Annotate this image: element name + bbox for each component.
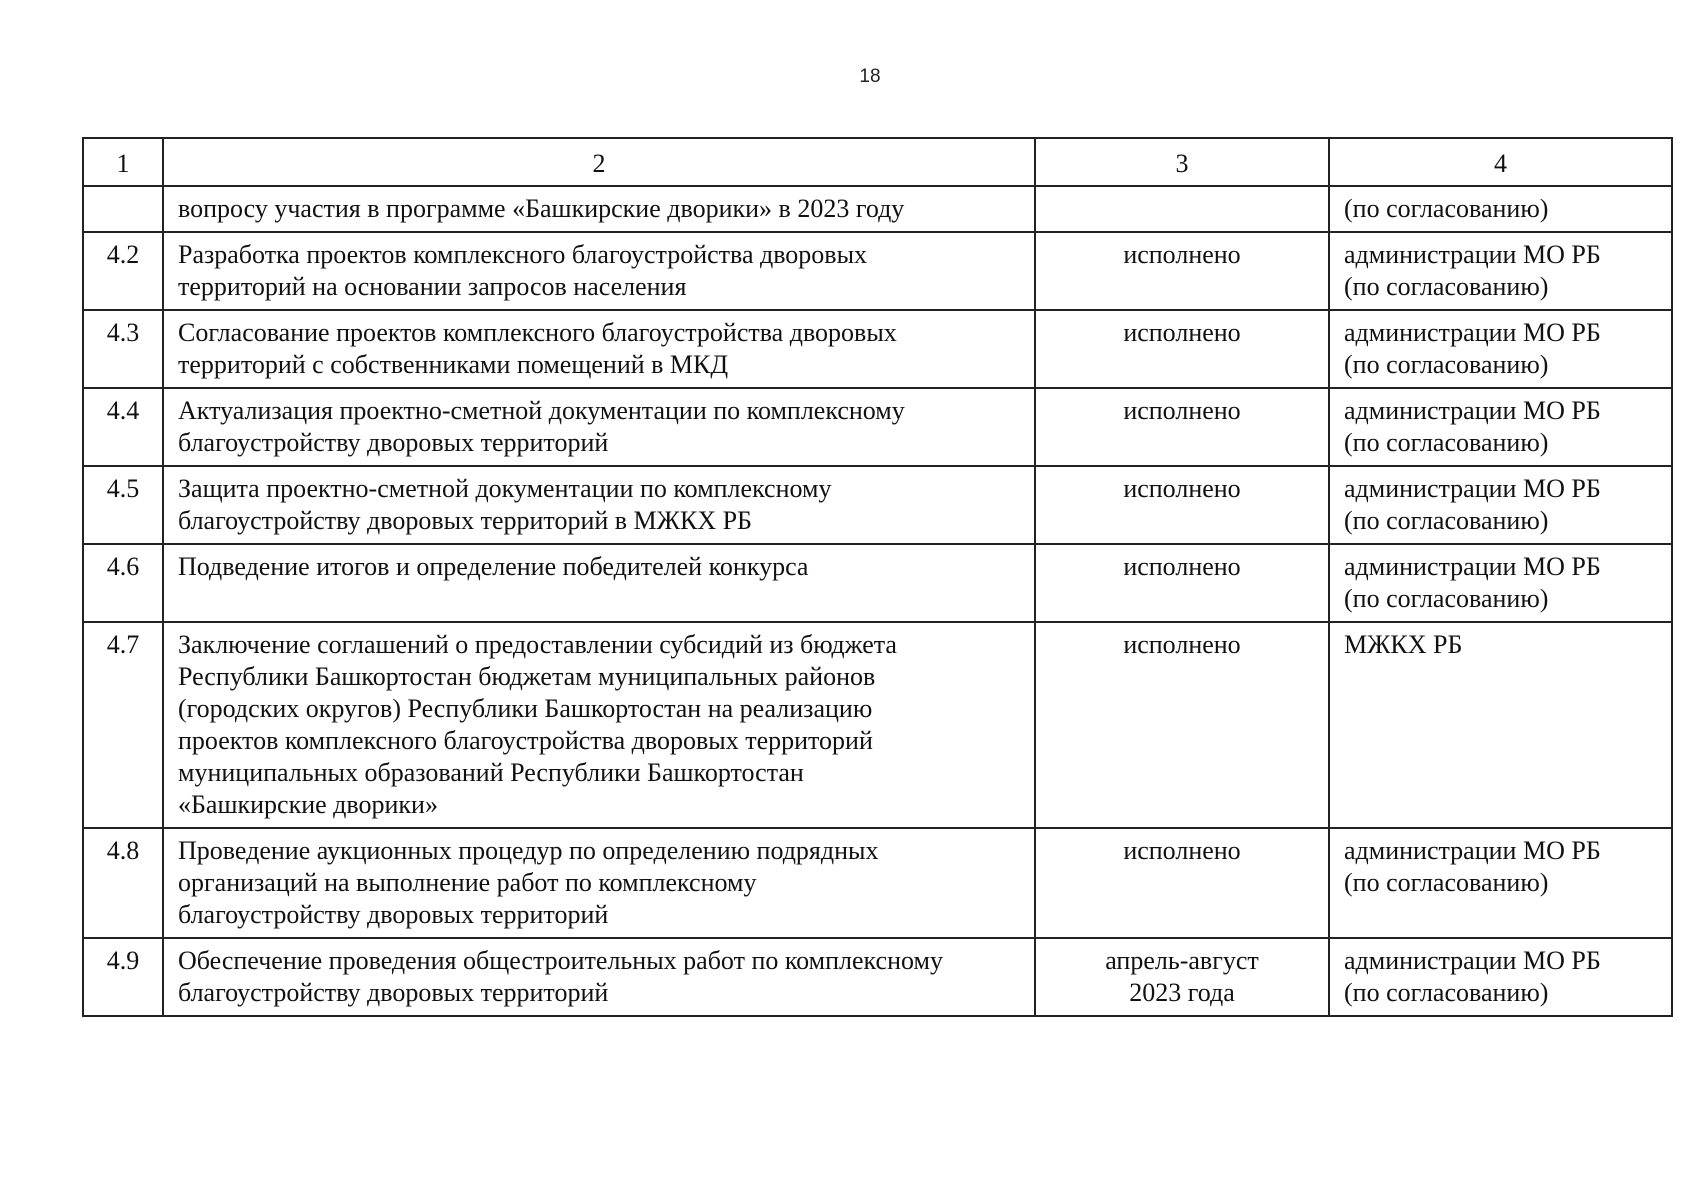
activity-description-line: Разработка проектов комплексного благоустройства дворовых: [178, 240, 868, 269]
responsible-party: [1329, 466, 1672, 544]
table-row: [83, 186, 1672, 232]
activity-description-line: благоустройству дворовых территорий: [178, 978, 609, 1007]
activity-description-line: Проведение аукционных процедур по определению подрядных: [178, 836, 879, 865]
row-number: [83, 186, 163, 232]
execution-status: [1035, 466, 1329, 544]
table-row: [83, 232, 1672, 310]
execution-status-line: исполнено: [1123, 396, 1241, 425]
activity-description: [163, 622, 1035, 828]
responsible-party-line: (по согласованию): [1344, 428, 1549, 457]
activity-description-line: проектов комплексного благоустройства дворовых территорий: [178, 726, 873, 755]
responsible-party: [1329, 232, 1672, 310]
table-row: [83, 828, 1672, 938]
page-number: 18: [859, 66, 881, 87]
responsible-party-line: администрации МО РБ: [1344, 552, 1601, 581]
execution-status: [1035, 310, 1329, 388]
activity-description: [163, 828, 1035, 938]
row-number: 4.6: [83, 544, 163, 622]
responsible-party: [1329, 938, 1672, 1016]
execution-status-line: исполнено: [1123, 318, 1241, 347]
responsible-party-line: администрации МО РБ: [1344, 240, 1601, 269]
activity-description-line: Республики Башкортостан бюджетам муниципальных районов: [178, 662, 876, 691]
activity-description-line: благоустройству дворовых территорий в МЖКХ РБ: [178, 506, 752, 535]
activity-description-line: территорий с собственниками помещений в МКД: [178, 350, 729, 379]
responsible-party: [1329, 310, 1672, 388]
header-cell-4: 4: [1329, 138, 1672, 186]
responsible-party: [1329, 544, 1672, 622]
responsible-party: [1329, 828, 1672, 938]
execution-status-line: исполнено: [1123, 630, 1241, 659]
execution-status: [1035, 388, 1329, 466]
execution-status: [1035, 622, 1329, 828]
activity-description: [163, 544, 1035, 622]
responsible-party: [1329, 622, 1672, 828]
activity-description-line: территорий на основании запросов населения: [178, 272, 687, 301]
activity-description-line: организаций на выполнение работ по комплексному: [178, 868, 757, 897]
activity-description: [163, 388, 1035, 466]
header-cell-2: 2: [163, 138, 1035, 186]
activity-description-line: муниципальных образований Республики Башкортостан: [178, 758, 804, 787]
plan-table: [82, 137, 1673, 1017]
activity-description: [163, 186, 1035, 232]
responsible-party-line: (по согласованию): [1344, 978, 1549, 1007]
activity-description-line: Защита проектно-сметной документации по комплексному: [178, 474, 832, 503]
activity-description-line: (городских округов) Республики Башкортостан на реализацию: [178, 694, 873, 723]
responsible-party: [1329, 186, 1672, 232]
activity-description: [163, 938, 1035, 1016]
table-row: [83, 544, 1672, 622]
activity-description-line: «Башкирские дворики»: [178, 790, 438, 819]
table-row: [83, 466, 1672, 544]
responsible-party-line: администрации МО РБ: [1344, 396, 1601, 425]
table-row: [83, 310, 1672, 388]
row-number: 4.2: [83, 232, 163, 310]
activity-description-line: Заключение соглашений о предоставлении субсидий из бюджета: [178, 630, 897, 659]
activity-description-line: благоустройству дворовых территорий: [178, 900, 609, 929]
execution-status-line: исполнено: [1123, 474, 1241, 503]
responsible-party: [1329, 388, 1672, 466]
activity-description: [163, 310, 1035, 388]
responsible-party-line: (по согласованию): [1344, 350, 1549, 379]
responsible-party-line: (по согласованию): [1344, 194, 1549, 223]
row-number: 4.5: [83, 466, 163, 544]
responsible-party-line: администрации МО РБ: [1344, 836, 1601, 865]
table-body: [83, 186, 1672, 1016]
responsible-party-line: администрации МО РБ: [1344, 946, 1601, 975]
responsible-party-line: (по согласованию): [1344, 272, 1549, 301]
table-row: [83, 622, 1672, 828]
activity-description-line: вопросу участия в программе «Башкирские дворики» в 2023 году: [178, 194, 905, 223]
responsible-party-line: администрации МО РБ: [1344, 318, 1601, 347]
activity-description: [163, 232, 1035, 310]
responsible-party-line: МЖКХ РБ: [1344, 630, 1463, 659]
execution-status-line: 2023 года: [1129, 978, 1235, 1007]
responsible-party-line: (по согласованию): [1344, 868, 1549, 897]
execution-status-line: исполнено: [1123, 240, 1241, 269]
execution-status: [1035, 544, 1329, 622]
activity-description: [163, 466, 1035, 544]
row-number: 4.4: [83, 388, 163, 466]
execution-status: [1035, 828, 1329, 938]
execution-status: [1035, 186, 1329, 232]
execution-status-line: исполнено: [1123, 552, 1241, 581]
plan-table-container: [82, 137, 1671, 1017]
responsible-party-line: (по согласованию): [1344, 584, 1549, 613]
header-row: [83, 138, 1672, 186]
execution-status: [1035, 938, 1329, 1016]
row-number: 4.3: [83, 310, 163, 388]
execution-status-line: апрель-август: [1105, 946, 1259, 975]
row-number: 4.7: [83, 622, 163, 828]
execution-status-line: исполнено: [1123, 836, 1241, 865]
activity-description-line: Подведение итогов и определение победителей конкурса: [178, 552, 809, 581]
execution-status: [1035, 232, 1329, 310]
table-row: [83, 938, 1672, 1016]
table-row: [83, 388, 1672, 466]
responsible-party-line: администрации МО РБ: [1344, 474, 1601, 503]
row-number: 4.8: [83, 828, 163, 938]
header-cell-1: 1: [83, 138, 163, 186]
row-number: 4.9: [83, 938, 163, 1016]
activity-description-line: Согласование проектов комплексного благоустройства дворовых: [178, 318, 897, 347]
activity-description-line: благоустройству дворовых территорий: [178, 428, 609, 457]
responsible-party-line: (по согласованию): [1344, 506, 1549, 535]
activity-description-line: Обеспечение проведения общестроительных работ по комплексному: [178, 946, 943, 975]
activity-description-line: Актуализация проектно-сметной документации по комплексному: [178, 396, 905, 425]
header-cell-3: 3: [1035, 138, 1329, 186]
